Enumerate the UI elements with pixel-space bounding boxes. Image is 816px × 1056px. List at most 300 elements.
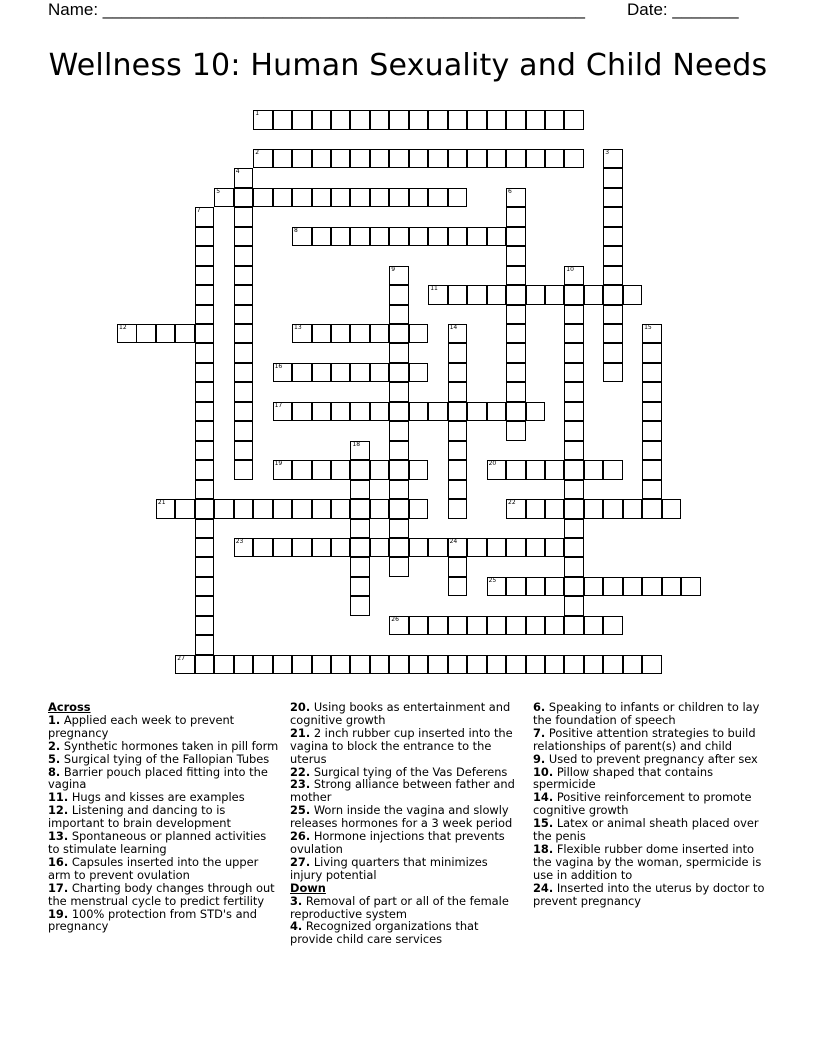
grid-cell[interactable] — [195, 343, 215, 363]
grid-cell[interactable] — [506, 382, 526, 402]
grid-cell[interactable] — [409, 149, 429, 169]
grid-cell[interactable] — [428, 616, 448, 636]
grid-cell[interactable] — [389, 382, 409, 402]
grid-cell[interactable] — [350, 460, 370, 480]
grid-cell[interactable] — [253, 149, 273, 169]
grid-cell[interactable] — [350, 227, 370, 247]
grid-cell[interactable] — [642, 480, 662, 500]
grid-cell[interactable] — [642, 402, 662, 422]
grid-cell[interactable] — [389, 655, 409, 675]
grid-cell[interactable] — [642, 324, 662, 344]
grid-cell[interactable] — [506, 421, 526, 441]
grid-cell[interactable] — [350, 188, 370, 208]
grid-cell[interactable] — [292, 188, 312, 208]
grid-cell[interactable] — [234, 227, 254, 247]
grid-cell[interactable] — [564, 557, 584, 577]
grid-cell[interactable] — [467, 402, 487, 422]
grid-cell[interactable] — [623, 285, 643, 305]
grid-cell[interactable] — [448, 324, 468, 344]
grid-cell[interactable] — [350, 499, 370, 519]
grid-cell[interactable] — [195, 596, 215, 616]
grid-cell[interactable] — [253, 188, 273, 208]
grid-cell[interactable] — [195, 421, 215, 441]
grid-cell[interactable] — [564, 402, 584, 422]
grid-cell[interactable] — [331, 363, 351, 383]
grid-cell[interactable] — [448, 655, 468, 675]
grid-cell[interactable] — [545, 538, 565, 558]
grid-cell[interactable] — [603, 616, 623, 636]
grid-cell[interactable] — [467, 110, 487, 130]
grid-cell[interactable] — [292, 499, 312, 519]
grid-cell[interactable] — [662, 499, 682, 519]
grid-cell[interactable] — [389, 324, 409, 344]
grid-cell[interactable] — [389, 149, 409, 169]
grid-cell[interactable] — [331, 227, 351, 247]
grid-cell[interactable] — [506, 363, 526, 383]
grid-cell[interactable] — [428, 538, 448, 558]
grid-cell[interactable] — [506, 285, 526, 305]
grid-cell[interactable] — [564, 616, 584, 636]
grid-cell[interactable] — [642, 343, 662, 363]
grid-cell[interactable] — [603, 460, 623, 480]
grid-cell[interactable] — [409, 324, 429, 344]
grid-cell[interactable] — [584, 285, 604, 305]
grid-cell[interactable] — [564, 655, 584, 675]
grid-cell[interactable] — [370, 149, 390, 169]
grid-cell[interactable] — [487, 285, 507, 305]
grid-cell[interactable] — [603, 655, 623, 675]
grid-cell[interactable] — [467, 149, 487, 169]
grid-cell[interactable] — [234, 305, 254, 325]
grid-cell[interactable] — [603, 324, 623, 344]
grid-cell[interactable] — [428, 655, 448, 675]
grid-cell[interactable] — [234, 460, 254, 480]
grid-cell[interactable] — [623, 655, 643, 675]
grid-cell[interactable] — [526, 285, 546, 305]
grid-cell[interactable] — [487, 655, 507, 675]
grid-cell[interactable] — [545, 577, 565, 597]
grid-cell[interactable] — [584, 616, 604, 636]
grid-cell[interactable] — [506, 577, 526, 597]
grid-cell[interactable] — [370, 363, 390, 383]
grid-cell[interactable] — [545, 460, 565, 480]
grid-cell[interactable] — [526, 499, 546, 519]
grid-cell[interactable] — [448, 577, 468, 597]
grid-cell[interactable] — [448, 616, 468, 636]
grid-cell[interactable] — [603, 227, 623, 247]
grid-cell[interactable] — [506, 227, 526, 247]
grid-cell[interactable] — [564, 441, 584, 461]
grid-cell[interactable] — [273, 538, 293, 558]
grid-cell[interactable] — [584, 655, 604, 675]
grid-cell[interactable] — [409, 460, 429, 480]
grid-cell[interactable] — [642, 499, 662, 519]
grid-cell[interactable] — [448, 110, 468, 130]
grid-cell[interactable] — [195, 480, 215, 500]
grid-cell[interactable] — [312, 149, 332, 169]
grid-cell[interactable] — [506, 246, 526, 266]
grid-cell[interactable] — [642, 460, 662, 480]
grid-cell[interactable] — [467, 227, 487, 247]
grid-cell[interactable] — [195, 460, 215, 480]
grid-cell[interactable] — [273, 149, 293, 169]
grid-cell[interactable] — [409, 227, 429, 247]
grid-cell[interactable] — [642, 382, 662, 402]
grid-cell[interactable] — [603, 499, 623, 519]
grid-cell[interactable] — [564, 266, 584, 286]
grid-cell[interactable] — [448, 499, 468, 519]
grid-cell[interactable] — [253, 538, 273, 558]
grid-cell[interactable] — [370, 538, 390, 558]
grid-cell[interactable] — [156, 324, 176, 344]
grid-cell[interactable] — [448, 149, 468, 169]
grid-cell[interactable] — [506, 499, 526, 519]
grid-cell[interactable] — [448, 480, 468, 500]
grid-cell[interactable] — [292, 324, 312, 344]
grid-cell[interactable] — [350, 577, 370, 597]
grid-cell[interactable] — [487, 538, 507, 558]
grid-cell[interactable] — [487, 616, 507, 636]
grid-cell[interactable] — [448, 363, 468, 383]
grid-cell[interactable] — [389, 538, 409, 558]
grid-cell[interactable] — [564, 421, 584, 441]
grid-cell[interactable] — [331, 499, 351, 519]
grid-cell[interactable] — [292, 110, 312, 130]
grid-cell[interactable] — [487, 577, 507, 597]
grid-cell[interactable] — [234, 499, 254, 519]
grid-cell[interactable] — [312, 324, 332, 344]
grid-cell[interactable] — [389, 460, 409, 480]
grid-cell[interactable] — [273, 363, 293, 383]
name-field[interactable]: Name: ___________________________________________________ — [48, 0, 585, 19]
grid-cell[interactable] — [526, 149, 546, 169]
grid-cell[interactable] — [195, 324, 215, 344]
grid-cell[interactable] — [506, 305, 526, 325]
grid-cell[interactable] — [603, 343, 623, 363]
grid-cell[interactable] — [526, 655, 546, 675]
grid-cell[interactable] — [195, 577, 215, 597]
grid-cell[interactable] — [234, 168, 254, 188]
grid-cell[interactable] — [350, 324, 370, 344]
grid-cell[interactable] — [564, 363, 584, 383]
grid-cell[interactable] — [603, 285, 623, 305]
grid-cell[interactable] — [331, 149, 351, 169]
grid-cell[interactable] — [234, 207, 254, 227]
grid-cell[interactable] — [312, 655, 332, 675]
grid-cell[interactable] — [467, 285, 487, 305]
grid-cell[interactable] — [642, 421, 662, 441]
grid-cell[interactable] — [195, 519, 215, 539]
grid-cell[interactable] — [428, 285, 448, 305]
grid-cell[interactable] — [195, 402, 215, 422]
grid-cell[interactable] — [642, 441, 662, 461]
grid-cell[interactable] — [506, 402, 526, 422]
grid-cell[interactable] — [428, 149, 448, 169]
grid-cell[interactable] — [292, 655, 312, 675]
grid-cell[interactable] — [564, 343, 584, 363]
grid-cell[interactable] — [195, 635, 215, 655]
grid-cell[interactable] — [409, 188, 429, 208]
grid-cell[interactable] — [564, 460, 584, 480]
grid-cell[interactable] — [467, 616, 487, 636]
grid-cell[interactable] — [448, 421, 468, 441]
grid-cell[interactable] — [312, 460, 332, 480]
grid-cell[interactable] — [234, 402, 254, 422]
grid-cell[interactable] — [195, 499, 215, 519]
grid-cell[interactable] — [584, 460, 604, 480]
grid-cell[interactable] — [175, 499, 195, 519]
grid-cell[interactable] — [292, 538, 312, 558]
grid-cell[interactable] — [331, 402, 351, 422]
grid-cell[interactable] — [195, 382, 215, 402]
grid-cell[interactable] — [564, 499, 584, 519]
grid-cell[interactable] — [448, 557, 468, 577]
grid-cell[interactable] — [350, 402, 370, 422]
grid-cell[interactable] — [273, 499, 293, 519]
grid-cell[interactable] — [195, 363, 215, 383]
grid-cell[interactable] — [195, 266, 215, 286]
grid-cell[interactable] — [603, 305, 623, 325]
grid-cell[interactable] — [506, 188, 526, 208]
grid-cell[interactable] — [389, 227, 409, 247]
grid-cell[interactable] — [214, 655, 234, 675]
grid-cell[interactable] — [545, 149, 565, 169]
grid-cell[interactable] — [195, 246, 215, 266]
grid-cell[interactable] — [350, 557, 370, 577]
grid-cell[interactable] — [506, 266, 526, 286]
grid-cell[interactable] — [234, 266, 254, 286]
grid-cell[interactable] — [389, 402, 409, 422]
grid-cell[interactable] — [350, 596, 370, 616]
grid-cell[interactable] — [389, 499, 409, 519]
grid-cell[interactable] — [350, 480, 370, 500]
grid-cell[interactable] — [603, 168, 623, 188]
grid-cell[interactable] — [370, 188, 390, 208]
grid-cell[interactable] — [389, 616, 409, 636]
grid-cell[interactable] — [584, 499, 604, 519]
grid-cell[interactable] — [448, 227, 468, 247]
grid-cell[interactable] — [448, 441, 468, 461]
grid-cell[interactable] — [409, 363, 429, 383]
grid-cell[interactable] — [389, 421, 409, 441]
grid-cell[interactable] — [506, 343, 526, 363]
grid-cell[interactable] — [234, 324, 254, 344]
grid-cell[interactable] — [389, 266, 409, 286]
grid-cell[interactable] — [448, 382, 468, 402]
grid-cell[interactable] — [389, 480, 409, 500]
grid-cell[interactable] — [506, 110, 526, 130]
grid-cell[interactable] — [350, 538, 370, 558]
grid-cell[interactable] — [234, 343, 254, 363]
grid-cell[interactable] — [350, 149, 370, 169]
grid-cell[interactable] — [389, 557, 409, 577]
grid-cell[interactable] — [545, 110, 565, 130]
grid-cell[interactable] — [292, 149, 312, 169]
grid-cell[interactable] — [253, 655, 273, 675]
grid-cell[interactable] — [487, 149, 507, 169]
grid-cell[interactable] — [564, 538, 584, 558]
grid-cell[interactable] — [234, 382, 254, 402]
grid-cell[interactable] — [234, 363, 254, 383]
grid-cell[interactable] — [603, 577, 623, 597]
grid-cell[interactable] — [409, 616, 429, 636]
grid-cell[interactable] — [370, 655, 390, 675]
grid-cell[interactable] — [564, 110, 584, 130]
grid-cell[interactable] — [331, 188, 351, 208]
grid-cell[interactable] — [526, 538, 546, 558]
grid-cell[interactable] — [506, 207, 526, 227]
grid-cell[interactable] — [564, 324, 584, 344]
grid-cell[interactable] — [448, 402, 468, 422]
grid-cell[interactable] — [389, 519, 409, 539]
grid-cell[interactable] — [389, 285, 409, 305]
grid-cell[interactable] — [370, 110, 390, 130]
grid-cell[interactable] — [331, 655, 351, 675]
grid-cell[interactable] — [117, 324, 137, 344]
grid-cell[interactable] — [253, 110, 273, 130]
grid-cell[interactable] — [292, 402, 312, 422]
grid-cell[interactable] — [136, 324, 156, 344]
grid-cell[interactable] — [175, 324, 195, 344]
grid-cell[interactable] — [448, 188, 468, 208]
grid-cell[interactable] — [409, 655, 429, 675]
grid-cell[interactable] — [234, 421, 254, 441]
grid-cell[interactable] — [350, 441, 370, 461]
grid-cell[interactable] — [195, 441, 215, 461]
date-field[interactable]: Date: _______ — [627, 0, 739, 19]
grid-cell[interactable] — [389, 110, 409, 130]
grid-cell[interactable] — [564, 596, 584, 616]
grid-cell[interactable] — [214, 188, 234, 208]
grid-cell[interactable] — [350, 519, 370, 539]
grid-cell[interactable] — [273, 460, 293, 480]
grid-cell[interactable] — [409, 499, 429, 519]
grid-cell[interactable] — [195, 538, 215, 558]
grid-cell[interactable] — [312, 227, 332, 247]
grid-cell[interactable] — [214, 499, 234, 519]
grid-cell[interactable] — [409, 110, 429, 130]
grid-cell[interactable] — [642, 577, 662, 597]
grid-cell[interactable] — [331, 110, 351, 130]
grid-cell[interactable] — [312, 538, 332, 558]
grid-cell[interactable] — [428, 227, 448, 247]
grid-cell[interactable] — [273, 402, 293, 422]
grid-cell[interactable] — [409, 402, 429, 422]
grid-cell[interactable] — [584, 577, 604, 597]
grid-cell[interactable] — [195, 557, 215, 577]
grid-cell[interactable] — [234, 246, 254, 266]
grid-cell[interactable] — [564, 382, 584, 402]
grid-cell[interactable] — [370, 402, 390, 422]
grid-cell[interactable] — [370, 460, 390, 480]
grid-cell[interactable] — [487, 110, 507, 130]
grid-cell[interactable] — [331, 460, 351, 480]
grid-cell[interactable] — [564, 480, 584, 500]
grid-cell[interactable] — [681, 577, 701, 597]
grid-cell[interactable] — [448, 460, 468, 480]
grid-cell[interactable] — [331, 324, 351, 344]
grid-cell[interactable] — [312, 363, 332, 383]
grid-cell[interactable] — [526, 402, 546, 422]
grid-cell[interactable] — [603, 207, 623, 227]
grid-cell[interactable] — [292, 460, 312, 480]
grid-cell[interactable] — [195, 655, 215, 675]
grid-cell[interactable] — [564, 285, 584, 305]
grid-cell[interactable] — [273, 188, 293, 208]
grid-cell[interactable] — [603, 188, 623, 208]
grid-cell[interactable] — [312, 499, 332, 519]
grid-cell[interactable] — [331, 538, 351, 558]
grid-cell[interactable] — [487, 402, 507, 422]
grid-cell[interactable] — [448, 538, 468, 558]
grid-cell[interactable] — [526, 110, 546, 130]
grid-cell[interactable] — [292, 227, 312, 247]
grid-cell[interactable] — [195, 616, 215, 636]
grid-cell[interactable] — [564, 577, 584, 597]
grid-cell[interactable] — [389, 188, 409, 208]
grid-cell[interactable] — [603, 149, 623, 169]
grid-cell[interactable] — [526, 616, 546, 636]
grid-cell[interactable] — [234, 441, 254, 461]
grid-cell[interactable] — [603, 266, 623, 286]
grid-cell[interactable] — [642, 655, 662, 675]
grid-cell[interactable] — [370, 227, 390, 247]
grid-cell[interactable] — [273, 110, 293, 130]
grid-cell[interactable] — [487, 460, 507, 480]
grid-cell[interactable] — [389, 441, 409, 461]
grid-cell[interactable] — [506, 324, 526, 344]
grid-cell[interactable] — [312, 188, 332, 208]
grid-cell[interactable] — [389, 305, 409, 325]
grid-cell[interactable] — [234, 538, 254, 558]
grid-cell[interactable] — [545, 655, 565, 675]
grid-cell[interactable] — [545, 285, 565, 305]
grid-cell[interactable] — [545, 499, 565, 519]
grid-cell[interactable] — [642, 363, 662, 383]
grid-cell[interactable] — [312, 402, 332, 422]
grid-cell[interactable] — [564, 519, 584, 539]
grid-cell[interactable] — [156, 499, 176, 519]
grid-cell[interactable] — [292, 363, 312, 383]
grid-cell[interactable] — [428, 188, 448, 208]
grid-cell[interactable] — [448, 343, 468, 363]
grid-cell[interactable] — [253, 499, 273, 519]
grid-cell[interactable] — [409, 538, 429, 558]
grid-cell[interactable] — [506, 616, 526, 636]
grid-cell[interactable] — [389, 343, 409, 363]
grid-cell[interactable] — [234, 655, 254, 675]
grid-cell[interactable] — [370, 324, 390, 344]
grid-cell[interactable] — [603, 246, 623, 266]
grid-cell[interactable] — [467, 538, 487, 558]
grid-cell[interactable] — [526, 460, 546, 480]
grid-cell[interactable] — [564, 149, 584, 169]
grid-cell[interactable] — [389, 363, 409, 383]
grid-cell[interactable] — [350, 363, 370, 383]
grid-cell[interactable] — [350, 655, 370, 675]
grid-cell[interactable] — [526, 577, 546, 597]
grid-cell[interactable] — [234, 188, 254, 208]
grid-cell[interactable] — [370, 499, 390, 519]
grid-cell[interactable] — [506, 655, 526, 675]
grid-cell[interactable] — [195, 285, 215, 305]
grid-cell[interactable] — [506, 538, 526, 558]
grid-cell[interactable] — [506, 149, 526, 169]
grid-cell[interactable] — [428, 402, 448, 422]
grid-cell[interactable] — [234, 285, 254, 305]
grid-cell[interactable] — [273, 655, 293, 675]
grid-cell[interactable] — [195, 207, 215, 227]
